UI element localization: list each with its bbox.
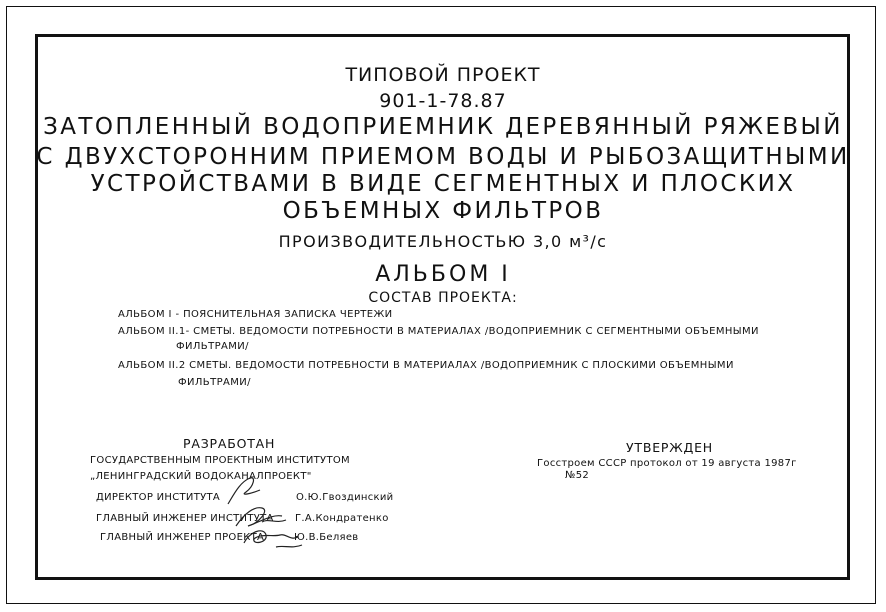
chief-engineer-title: ГЛАВНЫЙ ИНЖЕНЕР ИНСТИТУТА (96, 513, 274, 524)
director-title: ДИРЕКТОР ИНСТИТУТА (96, 492, 221, 503)
contents-item-3-cont: ФИЛЬТРАМИ/ (178, 377, 251, 388)
title-line-3: УСТРОЙСТВАМИ В ВИДЕ СЕГМЕНТНЫХ И ПЛОСКИХ (90, 171, 796, 197)
developed-label: РАЗРАБОТАН (183, 436, 276, 451)
title-line-1: ЗАТОПЛЕННЫЙ ВОДОПРИЕМНИК ДЕРЕВЯННЫЙ РЯЖЕВЫЙ (43, 114, 843, 140)
contents-item-1: АЛЬБОМ I - ПОЯСНИТЕЛЬНАЯ ЗАПИСКА ЧЕРТЕЖИ (118, 309, 393, 320)
director-name: О.Ю.Гвоздинский (296, 492, 394, 503)
project-engineer-name: Ю.В.Беляев (294, 532, 359, 543)
project-engineer-title: ГЛАВНЫЙ ИНЖЕНЕР ПРОЕКТА (100, 532, 265, 543)
approved-line-1: Госстроем СССР протокол от 19 августа 1987г (537, 458, 797, 469)
developed-org-2: „ЛЕНИНГРАДСКИЙ ВОДОКАНАЛПРОЕКТ" (90, 471, 312, 482)
approved-number: №52 (565, 470, 590, 481)
approved-label: УТВЕРЖДЕН (626, 440, 713, 455)
album-title: АЛЬБОМ I (375, 262, 511, 287)
project-type: ТИПОВОЙ ПРОЕКТ (345, 64, 541, 86)
title-line-2: С ДВУХСТОРОННИМ ПРИЕМОМ ВОДЫ И РЫБОЗАЩИТНЫМИ (36, 144, 850, 170)
project-engineer-signature (240, 523, 306, 553)
contents-heading: СОСТАВ ПРОЕКТА: (368, 290, 518, 306)
contents-item-2: АЛЬБОМ II.1- СМЕТЫ. ВЕДОМОСТИ ПОТРЕБНОСТИ В МАТЕРИАЛАХ /ВОДОПРИЕМНИК С СЕГМЕНТНЫМИ ОБЪЕМНЫМИ (118, 326, 759, 337)
developed-org-1: ГОСУДАРСТВЕННЫМ ПРОЕКТНЫМ ИНСТИТУТОМ (90, 455, 350, 466)
chief-engineer-name: Г.А.Кондратенко (295, 513, 389, 524)
title-line-4: ОБЪЕМНЫХ ФИЛЬТРОВ (282, 198, 604, 224)
project-number: 901-1-78.87 (379, 90, 507, 112)
contents-item-3: АЛЬБОМ II.2 СМЕТЫ. ВЕДОМОСТИ ПОТРЕБНОСТИ В МАТЕРИАЛАХ /ВОДОПРИЕМНИК С ПЛОСКИМИ ОБЪЕМНЫМИ (118, 360, 734, 371)
capacity-line: ПРОИЗВОДИТЕЛЬНОСТЬЮ 3,0 м³/с (278, 232, 608, 251)
contents-item-2-cont: ФИЛЬТРАМИ/ (176, 341, 249, 352)
